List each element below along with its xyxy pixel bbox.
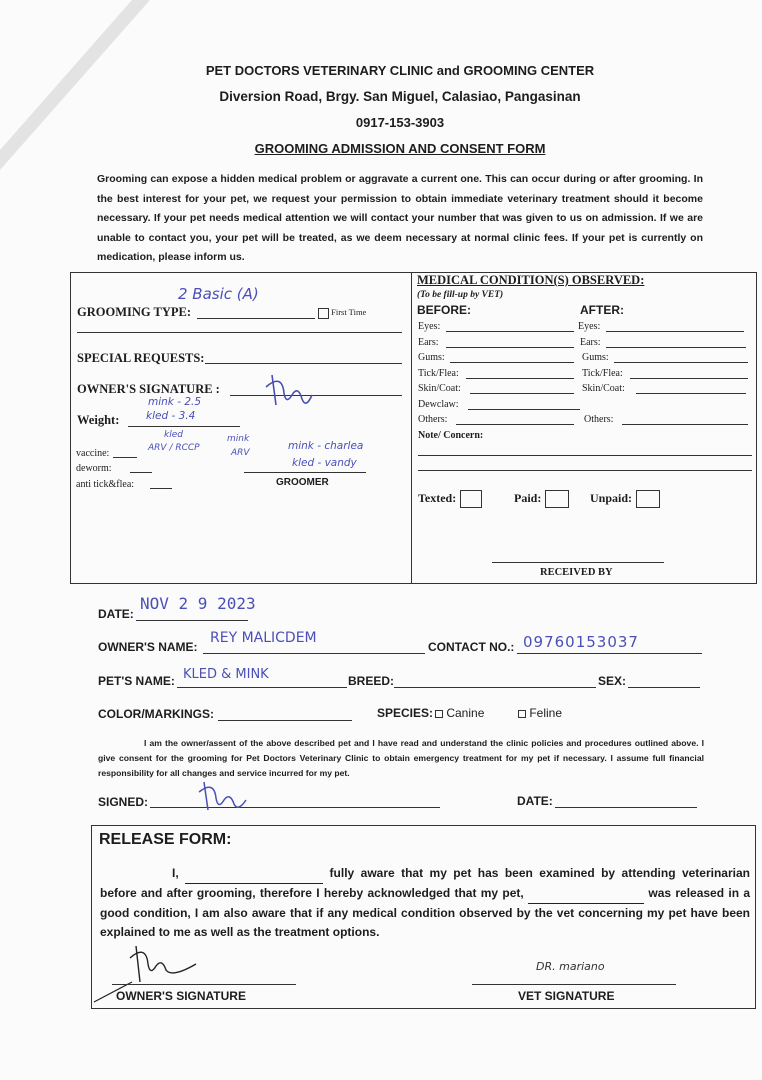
unpaid-label: Unpaid: — [590, 490, 633, 505]
species-label: SPECIES: — [377, 706, 434, 720]
before-gums: Gums: — [418, 352, 445, 363]
medical-panel — [410, 272, 757, 584]
pet-name-value[interactable]: KLED & MINK — [183, 667, 269, 682]
release-paragraph — [100, 864, 750, 942]
paid-label: Paid: — [514, 490, 542, 505]
paid-option[interactable] — [514, 490, 569, 508]
breed-label: BREED: — [348, 674, 395, 688]
medical-title: MEDICAL CONDITION(S) OBSERVED: — [417, 273, 645, 287]
release-pet-name-blank[interactable] — [528, 884, 644, 904]
weight-kled[interactable]: kled - 3.4 — [146, 410, 196, 422]
medical-subtitle: (To be fill-up by VET) — [417, 290, 504, 300]
pet-name-label: PET'S NAME: — [98, 674, 175, 688]
weight-mink[interactable]: mink - 2.5 — [148, 396, 202, 408]
first-time-label: First Time — [331, 307, 367, 317]
owner-name-label: OWNER'S NAME: — [98, 640, 198, 654]
release-owner-name-blank[interactable] — [185, 864, 323, 884]
release-text-2: was released in a good condition, I am also aware that if any medical condition observed by the vet concerning my pet have been explained to me as well as the treatment options. — [100, 886, 750, 939]
vaccine-note-kled: kled — [164, 430, 183, 440]
groomer-label: GROOMER — [276, 477, 329, 488]
owner-signature-label: OWNER'S SIGNATURE : — [77, 382, 220, 396]
owner-signature-release-label: OWNER'S SIGNATURE — [116, 989, 246, 1003]
after-others: Others: — [584, 414, 614, 425]
clinic-address: Diversion Road, Brgy. San Miguel, Calasiao, Pangasinan — [219, 89, 581, 104]
first-time-option[interactable] — [318, 307, 366, 319]
unpaid-checkbox[interactable] — [636, 490, 660, 508]
before-ears: Ears: — [418, 337, 439, 348]
groomer-note-kled: kled - vandy — [292, 457, 357, 469]
after-ears: Ears: — [580, 337, 601, 348]
sex-label: SEX: — [598, 674, 627, 688]
grooming-type-value[interactable]: 2 Basic (A) — [178, 285, 259, 303]
color-markings-label: COLOR/MARKINGS: — [98, 707, 214, 721]
vet-signature-value: DR. mariano — [536, 960, 605, 973]
date-value[interactable]: NOV 2 9 2023 — [140, 594, 256, 613]
texted-checkbox[interactable] — [460, 490, 482, 508]
vaccine-note-mink: mink — [227, 434, 250, 444]
note-concern-label: Note/ Concern: — [418, 430, 484, 441]
canine-option[interactable] — [435, 706, 484, 720]
feline-label: Feline — [529, 706, 563, 720]
deworm-label: deworm: — [76, 463, 112, 474]
release-title: RELEASE FORM: — [99, 831, 232, 848]
vaccine-note-mink-shots: ARV — [231, 448, 250, 458]
owner-name-value[interactable]: REY MALICDEM — [210, 630, 317, 646]
after-label: AFTER: — [580, 303, 624, 317]
before-dewclaw: Dewclaw: — [418, 399, 459, 410]
after-gums: Gums: — [582, 352, 609, 363]
before-others: Others: — [418, 414, 448, 425]
owner-signature-mark — [262, 365, 322, 415]
signed-signature-mark — [196, 776, 256, 816]
first-time-checkbox[interactable] — [318, 308, 329, 319]
after-skin-coat: Skin/Coat: — [582, 383, 625, 394]
clinic-phone: 0917-153-3903 — [355, 115, 445, 130]
after-eyes: Eyes: — [578, 321, 601, 332]
intro-paragraph: Grooming can expose a hidden medical problem or aggravate a current one. This can occur during or after grooming. In the best interest for your pet, we request your permission to obtain immediate veterinary treatment should it become necessary. If your pet needs medical attention we will contact your number that was given to us on admission. If we are unable to contact you, your pet will be treated, as we deem necessary at normal clinic fees. If your pet is currently on medication, please inform us. — [97, 173, 703, 263]
groomer-note-mink: mink - charlea — [288, 440, 364, 452]
release-i-label: I, — [172, 866, 179, 880]
clinic-name: PET DOCTORS VETERINARY CLINIC and GROOMING CENTER — [205, 63, 595, 78]
canine-label: Canine — [446, 706, 485, 720]
contact-value[interactable]: 09760153037 — [523, 633, 639, 651]
contact-label: CONTACT NO.: — [428, 640, 515, 654]
canine-checkbox[interactable] — [435, 710, 443, 718]
signed-date-label: DATE: — [517, 794, 553, 808]
release-text-1: fully aware that my pet has been examined by attending veterinarian before and after grooming, therefore I hereby acknowledged that my pet, — [100, 866, 750, 900]
special-requests-label: SPECIAL REQUESTS: — [77, 351, 205, 365]
unpaid-option[interactable] — [590, 490, 660, 508]
before-skin-coat: Skin/Coat: — [418, 383, 461, 394]
signed-label: SIGNED: — [98, 795, 149, 809]
feline-option[interactable] — [518, 706, 562, 720]
paid-checkbox[interactable] — [545, 490, 569, 508]
vaccine-label: vaccine: — [76, 448, 110, 459]
after-tick-flea: Tick/Flea: — [582, 368, 623, 379]
weight-label: Weight: — [77, 413, 120, 427]
received-by-label: RECEIVED BY — [540, 567, 613, 578]
before-tick-flea: Tick/Flea: — [418, 368, 459, 379]
consent-paragraph: I am the owner/assent of the above described pet and I have read and understand the clinic policies and procedures outlined above. I give consent for the grooming for Pet Doctors Veterinary Clinic to obtain emergency treatment for my pet if necessary. I assume full financial responsibility for all changes and service incurred for my pet. — [98, 738, 704, 778]
anti-tick-label: anti tick&flea: — [76, 479, 135, 490]
texted-label: Texted: — [418, 490, 457, 505]
form-title: GROOMING ADMISSION AND CONSENT FORM — [254, 141, 546, 156]
before-label: BEFORE: — [417, 303, 471, 317]
feline-checkbox[interactable] — [518, 710, 526, 718]
texted-option[interactable] — [418, 490, 482, 508]
before-eyes: Eyes: — [418, 321, 441, 332]
vet-signature-label: VET SIGNATURE — [518, 989, 615, 1003]
date-label: DATE: — [98, 607, 134, 621]
grooming-type-label: GROOMING TYPE: — [77, 305, 192, 319]
vaccine-note-kled-shots: ARV / RCCP — [148, 443, 200, 453]
